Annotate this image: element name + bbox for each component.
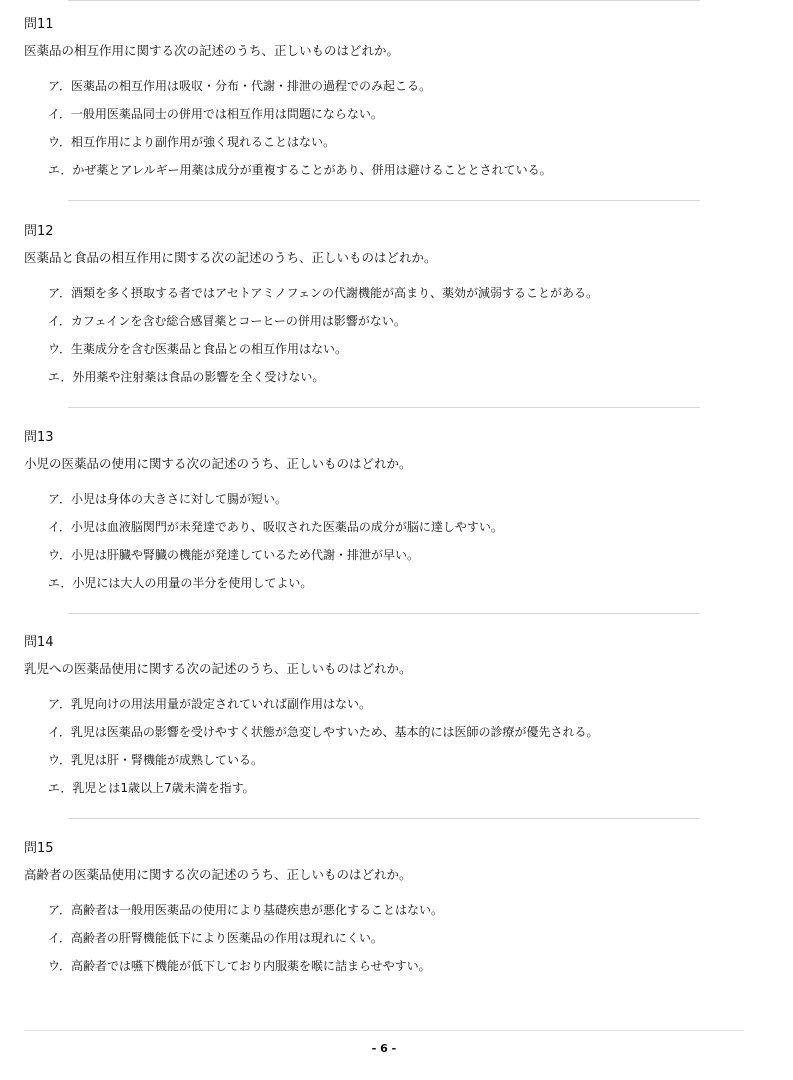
- question-stem: 医薬品と食品の相互作用に関する次の記述のうち、正しいものはどれか。: [24, 250, 437, 265]
- question-number: 問15: [24, 841, 54, 856]
- page-number: - 6 -: [371, 1042, 397, 1055]
- option-list: [48, 901, 443, 985]
- question-number: 問11: [24, 17, 54, 32]
- question-divider: [68, 407, 700, 408]
- option-i: イ．高齢者の肝腎機能低下により医薬品の作用は現れにくい。: [48, 931, 383, 945]
- option-i: イ．一般用医薬品同士の併用では相互作用は問題にならない。: [48, 107, 383, 121]
- question-divider: [68, 818, 700, 819]
- option-u: ウ．小児は肝臓や腎臓の機能が発達しているため代謝・排泄が早い。: [48, 548, 420, 562]
- question-11: [0, 16, 793, 206]
- option-i: イ．乳児は医薬品の影響を受けやすく状態が急変しやすいため、基本的には医師の診療が優先される。: [48, 725, 599, 739]
- option-e: エ．乳児とは1歳以上7歳未満を指す。: [48, 781, 255, 795]
- question-number: 問13: [24, 430, 54, 445]
- question-divider: [68, 200, 700, 201]
- question-12: [0, 223, 793, 413]
- option-a: ア．高齢者は一般用医薬品の使用により基礎疾患が悪化することはない。: [48, 903, 444, 917]
- question-number: 問14: [24, 635, 54, 650]
- question-13: [0, 429, 793, 619]
- option-a: ア．酒類を多く摂取する者ではアセトアミノフェンの代謝機能が高まり、薬効が減弱することがある。: [48, 286, 598, 300]
- option-a: ア．乳児向けの用法用量が設定されていれば副作用はない。: [48, 697, 372, 711]
- option-u: ウ．相互作用により副作用が強く現れることはない。: [48, 135, 336, 149]
- option-list: [48, 284, 598, 396]
- question-number: 問12: [24, 224, 54, 239]
- question-14: [0, 634, 793, 824]
- option-i: イ．カフェインを含む総合感冒薬とコーヒーの併用は影響がない。: [48, 314, 406, 328]
- option-i: イ．小児は血液脳関門が未発達であり、吸収された医薬品の成分が脳に達しやすい。: [48, 520, 503, 534]
- option-u: ウ．生薬成分を含む医薬品と食品との相互作用はない。: [48, 342, 348, 356]
- question-stem: 医薬品の相互作用に関する次の記述のうち、正しいものはどれか。: [24, 43, 400, 58]
- option-list: [48, 490, 503, 602]
- footer-divider: [24, 1030, 744, 1031]
- question-stem: 乳児への医薬品使用に関する次の記述のうち、正しいものはどれか。: [24, 661, 412, 676]
- option-e: エ．かぜ薬とアレルギー用薬は成分が重複することがあり、併用は避けることとされている。: [48, 163, 552, 177]
- question-stem: 小児の医薬品の使用に関する次の記述のうち、正しいものはどれか。: [24, 456, 412, 471]
- question-15: [0, 840, 793, 1030]
- question-stem: 高齢者の医薬品使用に関する次の記述のうち、正しいものはどれか。: [24, 867, 412, 882]
- top-divider: [68, 0, 700, 1]
- option-list: [48, 77, 552, 189]
- option-e: エ．外用薬や注射薬は食品の影響を全く受けない。: [48, 370, 325, 384]
- option-e: エ．小児には大人の用量の半分を使用してよい。: [48, 576, 313, 590]
- option-a: ア．小児は身体の大きさに対して腸が短い。: [48, 492, 288, 506]
- option-u: ウ．高齢者では嚥下機能が低下しており内服薬を喉に詰まらせやすい。: [48, 959, 431, 973]
- option-list: [48, 695, 598, 807]
- option-u: ウ．乳児は肝・腎機能が成熟している。: [48, 753, 264, 767]
- question-divider: [68, 613, 700, 614]
- option-a: ア．医薬品の相互作用は吸収・分布・代謝・排泄の過程でのみ起こる。: [48, 79, 432, 93]
